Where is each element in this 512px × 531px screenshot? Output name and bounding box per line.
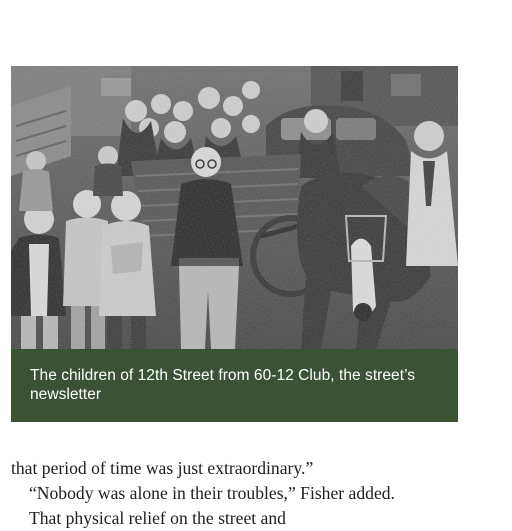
article-paragraph: that period of time was just extraordinary.” <box>11 458 314 478</box>
photo-caption-box <box>11 349 458 422</box>
photo-figure <box>11 66 458 422</box>
article-body <box>11 456 506 531</box>
children-pony-cart-photo <box>11 66 458 349</box>
article-paragraph: “Nobody was alone in their troubles,” Fisher added. <box>29 483 395 503</box>
article-paragraph: That physical relief on the street and <box>29 508 286 528</box>
historic-photo <box>11 66 458 349</box>
photo-caption: The children of 12th Street from 60-12 Club, the street’s newsletter <box>30 367 416 403</box>
